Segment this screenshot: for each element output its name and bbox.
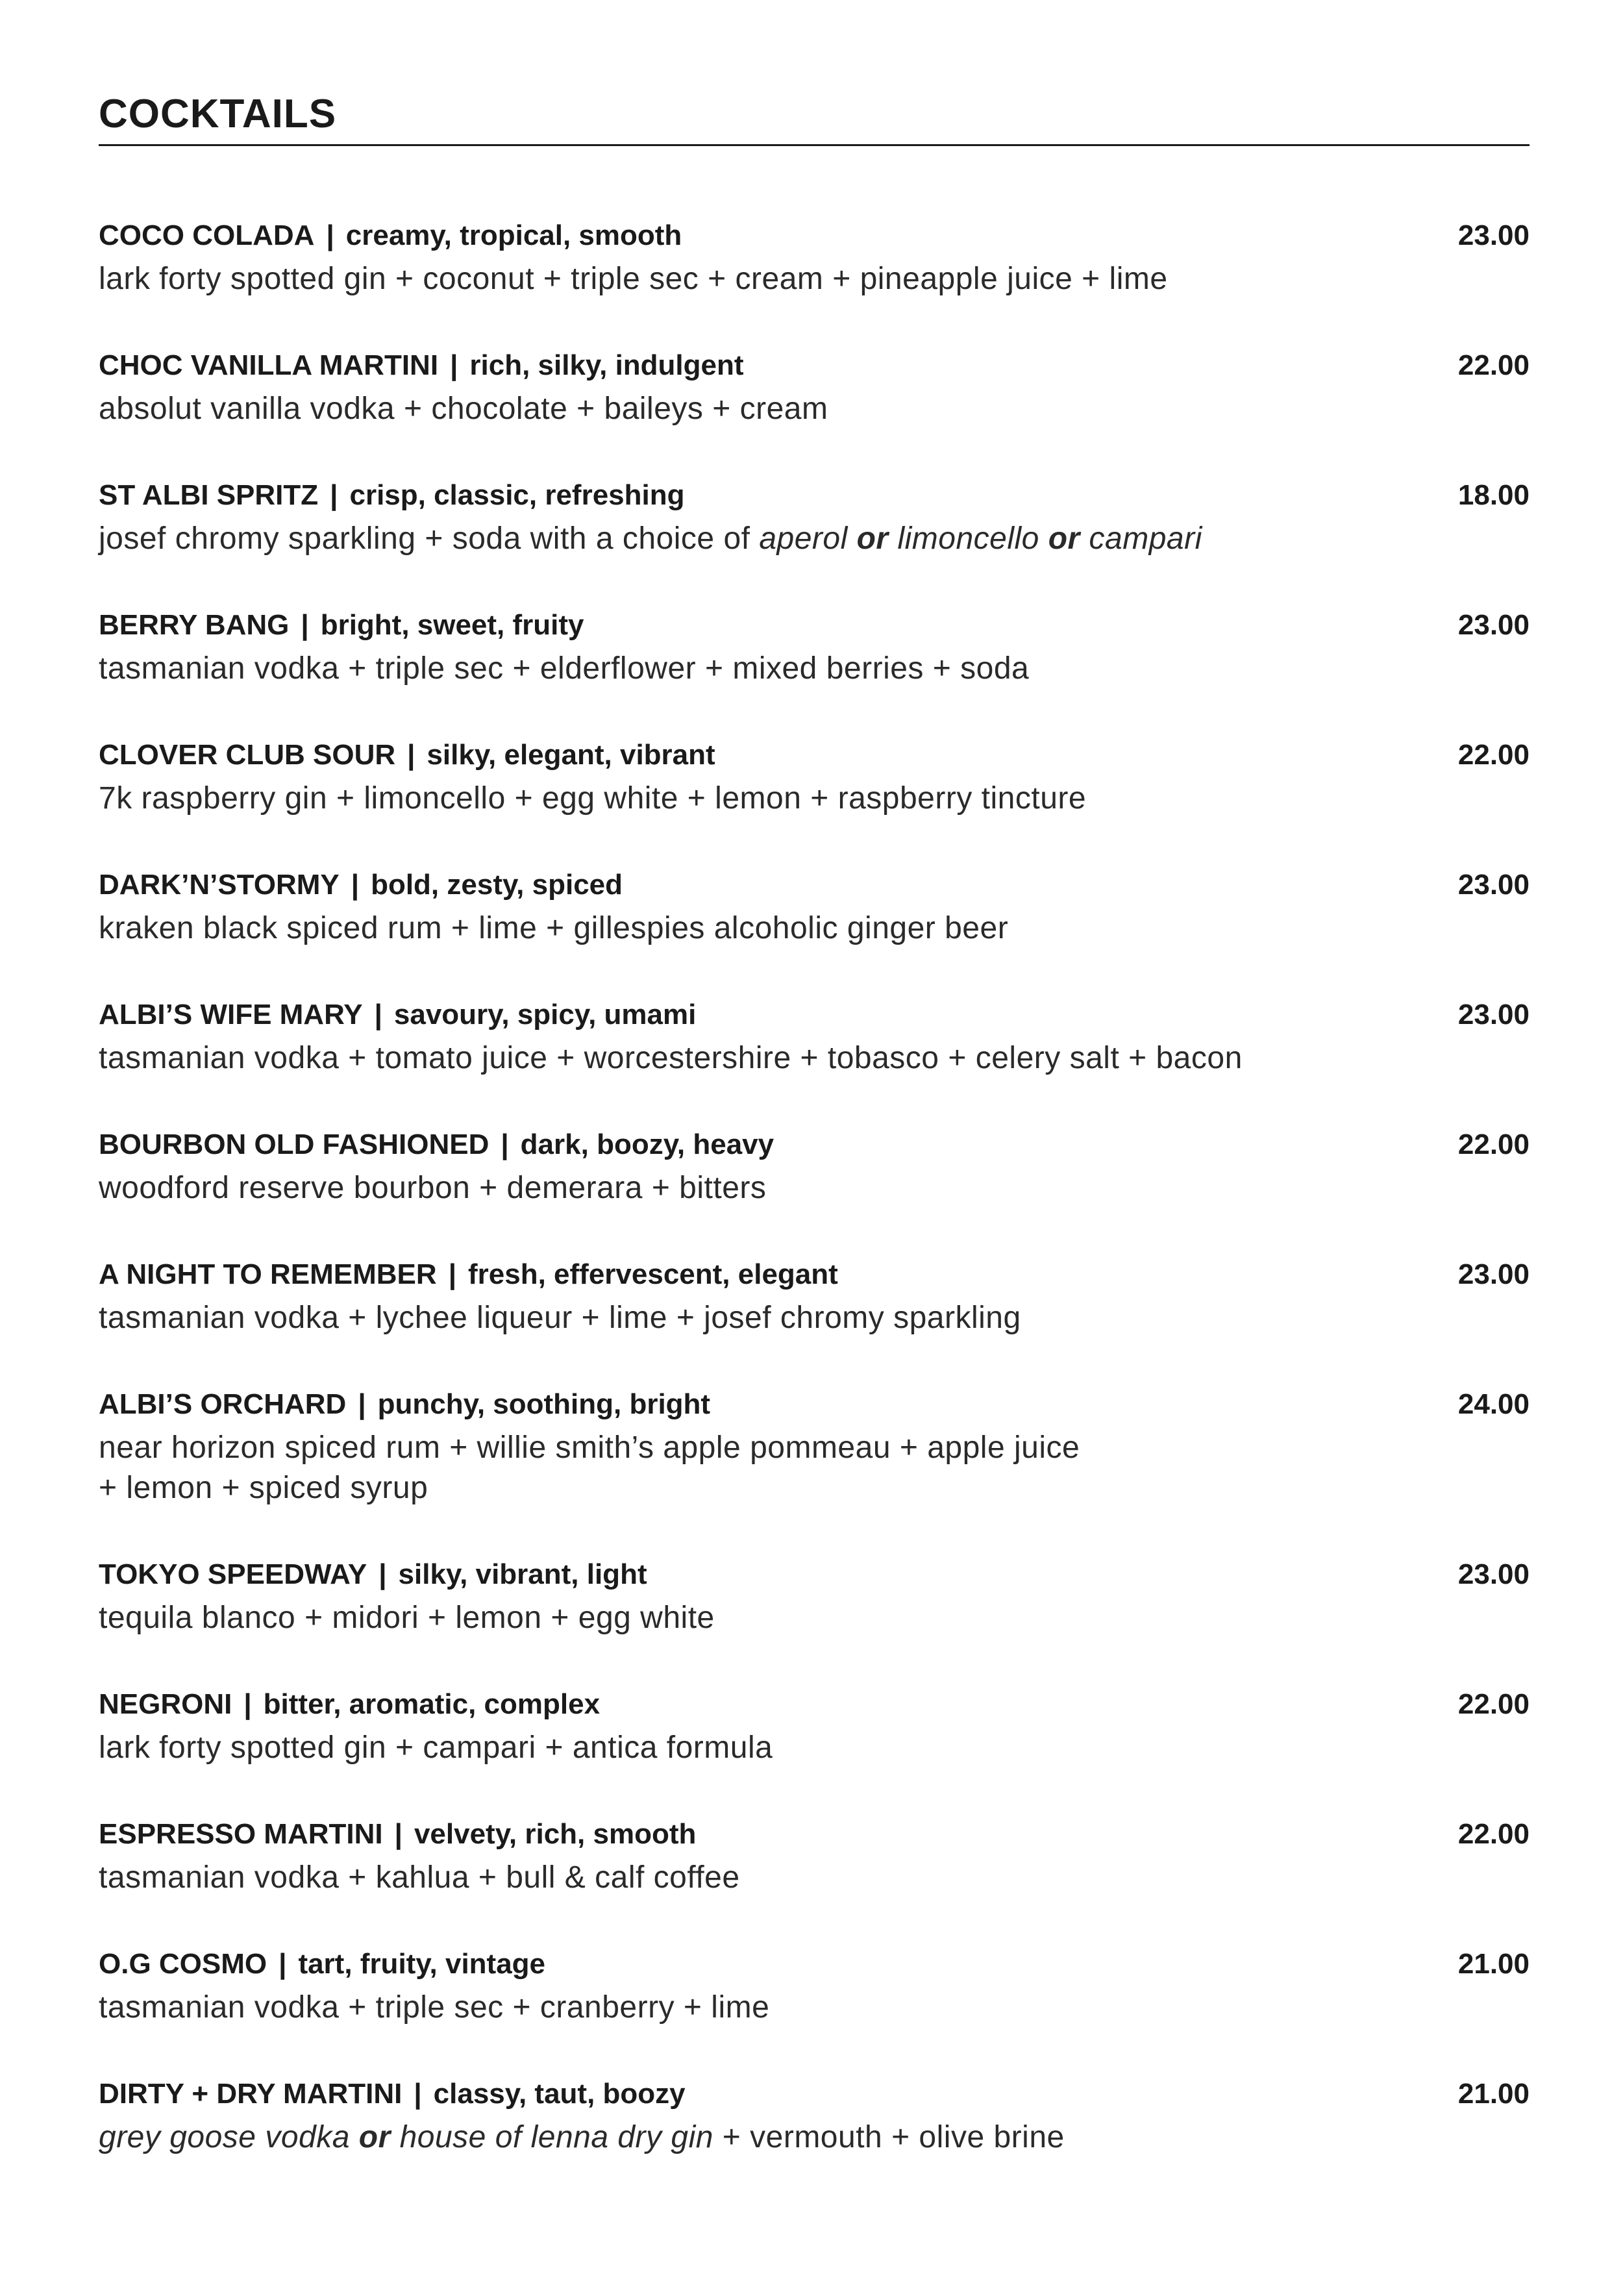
ingredient-text: tasmanian vodka + tomato juice + worcestershire + tobasco + celery salt + bacon [99,1041,1243,1075]
menu-item [99,1946,1530,2028]
flavour-tags: rich, silky, indulgent [469,349,744,381]
flavour-tags: bold, zesty, spiced [371,869,623,901]
ingredient-text: tasmanian vodka + triple sec + cranberry + lime [99,1990,770,2025]
ingredients [99,1858,1530,1898]
price: 22.00 [1457,739,1530,771]
price: 23.00 [1457,609,1530,641]
ingredient-text: kraken black spiced rum + lime + gillespies alcoholic ginger beer [99,911,1009,945]
menu-item-header [99,1556,1530,1593]
ingredient-text: campari [1089,521,1202,556]
choice-or: or [847,521,898,556]
menu-item [99,737,1530,819]
cocktail-name: ESPRESSO MARTINI [99,1818,383,1850]
menu-item [99,2076,1530,2158]
price: 23.00 [1457,1558,1530,1590]
cocktail-name: O.G COSMO [99,1948,267,1980]
name-separator: | [448,1258,456,1290]
ingredient-text: tasmanian vodka + kahlua + bull & calf coffee [99,1860,740,1895]
ingredients [99,1598,1530,1638]
ingredient-text: tequila blanco + midori + lemon + egg white [99,1601,715,1635]
ingredients [99,389,1530,429]
menu-item-header [99,607,1530,643]
menu-item-header [99,997,1530,1033]
flavour-tags: silky, elegant, vibrant [427,739,715,771]
ingredients [99,1168,1530,1208]
ingredient-text: + vermouth + olive brine [713,2120,1065,2154]
ingredients [99,1298,1530,1338]
ingredients [99,1728,1530,1768]
ingredient-text: aperol [759,521,848,556]
cocktail-name: ST ALBI SPRITZ [99,479,319,511]
choice-or: or [349,2120,400,2154]
ingredient-text: lark forty spotted gin + campari + antica formula [99,1730,773,1765]
flavour-tags: savoury, spicy, umami [393,999,697,1030]
price: 22.00 [1457,1129,1530,1160]
flavour-tags: creamy, tropical, smooth [345,219,682,251]
choice-or: or [1039,521,1089,556]
menu-item [99,1386,1530,1508]
menu-item-header [99,218,1530,254]
ingredient-text: house of lenna dry gin [399,2120,713,2154]
menu-item [99,607,1530,689]
name-separator: | [450,349,458,381]
menu-item-header [99,1386,1530,1423]
menu-item-header [99,1946,1530,1982]
name-separator: | [326,219,334,251]
ingredients [99,779,1530,819]
ingredients [99,1988,1530,2028]
ingredient-text: lark forty spotted gin + coconut + triple sec + cream + pineapple juice + lime [99,262,1168,296]
price: 24.00 [1457,1388,1530,1420]
flavour-tags: classy, taut, boozy [433,2078,686,2110]
flavour-tags: bitter, aromatic, complex [263,1688,601,1720]
menu-item-header [99,737,1530,773]
menu-item [99,867,1530,949]
ingredient-text: absolut vanilla vodka + chocolate + baileys + cream [99,392,828,426]
ingredient-text: josef chromy sparkling + soda with a choice of [99,521,760,556]
ingredients [99,519,1530,559]
menu-item [99,347,1530,429]
menu-item-header [99,1127,1530,1163]
cocktail-name: ALBI’S ORCHARD [99,1388,347,1420]
menu-item-header [99,2076,1530,2112]
cocktail-name: BOURBON OLD FASHIONED [99,1129,489,1160]
name-separator: | [330,479,338,511]
name-separator: | [243,1688,252,1720]
ingredients [99,908,1530,949]
ingredients [99,1038,1530,1079]
menu-item-header [99,1686,1530,1723]
ingredient-text: 7k raspberry gin + limoncello + egg white + lemon + raspberry tincture [99,781,1087,816]
menu-item-header [99,477,1530,514]
ingredients [99,2117,1530,2158]
ingredients [99,1428,1530,1508]
ingredient-text: woodford reserve bourbon + demerara + bitters [99,1171,767,1205]
menu-item [99,1256,1530,1338]
price: 22.00 [1457,349,1530,381]
price: 21.00 [1457,2078,1530,2110]
ingredient-text: tasmanian vodka + triple sec + elderflower + mixed berries + soda [99,651,1030,686]
flavour-tags: fresh, effervescent, elegant [468,1258,838,1290]
cocktail-name: CHOC VANILLA MARTINI [99,349,439,381]
price: 22.00 [1457,1818,1530,1850]
menu-item-header [99,867,1530,903]
name-separator: | [394,1818,403,1850]
price: 18.00 [1457,479,1530,511]
name-separator: | [378,1558,387,1590]
menu-item [99,1816,1530,1898]
cocktail-name: DARK’N’STORMY [99,869,340,901]
name-separator: | [279,1948,287,1980]
ingredient-text: tasmanian vodka + lychee liqueur + lime + josef chromy sparkling [99,1301,1021,1335]
flavour-tags: crisp, classic, refreshing [349,479,685,511]
name-separator: | [301,609,309,641]
flavour-tags: bright, sweet, fruity [320,609,584,641]
cocktail-name: COCO COLADA [99,219,315,251]
ingredients [99,649,1530,689]
cocktail-name: BERRY BANG [99,609,290,641]
name-separator: | [501,1129,509,1160]
flavour-tags: tart, fruity, vintage [298,1948,546,1980]
menu-item-header [99,347,1530,384]
cocktail-name: ALBI’S WIFE MARY [99,999,363,1030]
ingredient-text: limoncello [897,521,1039,556]
ingredient-text: grey goose vodka [99,2120,350,2154]
menu-item [99,1556,1530,1638]
menu-item [99,477,1530,559]
menu-item [99,1686,1530,1768]
ingredient-text: near horizon spiced rum + willie smith’s apple pommeau + apple juice [99,1430,1080,1465]
flavour-tags: silky, vibrant, light [398,1558,647,1590]
cocktail-name: NEGRONI [99,1688,232,1720]
cocktail-name: DIRTY + DRY MARTINI [99,2078,403,2110]
name-separator: | [414,2078,422,2110]
flavour-tags: dark, boozy, heavy [520,1129,774,1160]
ingredients [99,259,1530,299]
name-separator: | [351,869,360,901]
price: 23.00 [1457,869,1530,901]
price: 21.00 [1457,1948,1530,1980]
name-separator: | [374,999,382,1030]
price: 23.00 [1457,999,1530,1030]
name-separator: | [358,1388,366,1420]
flavour-tags: punchy, soothing, bright [377,1388,711,1420]
menu-item [99,997,1530,1079]
title-divider [99,144,1530,146]
cocktail-name: TOKYO SPEEDWAY [99,1558,367,1590]
name-separator: | [407,739,415,771]
cocktail-name: CLOVER CLUB SOUR [99,739,396,771]
price: 23.00 [1457,219,1530,251]
menu-item [99,218,1530,299]
price: 22.00 [1457,1688,1530,1720]
cocktail-name: A NIGHT TO REMEMBER [99,1258,437,1290]
price: 23.00 [1457,1258,1530,1290]
flavour-tags: velvety, rich, smooth [414,1818,697,1850]
menu-item-header [99,1816,1530,1853]
ingredient-text: + lemon + spiced syrup [99,1471,428,1505]
menu-item-header [99,1256,1530,1293]
menu-item [99,1127,1530,1208]
section-title: COCKTAILS [99,92,337,136]
